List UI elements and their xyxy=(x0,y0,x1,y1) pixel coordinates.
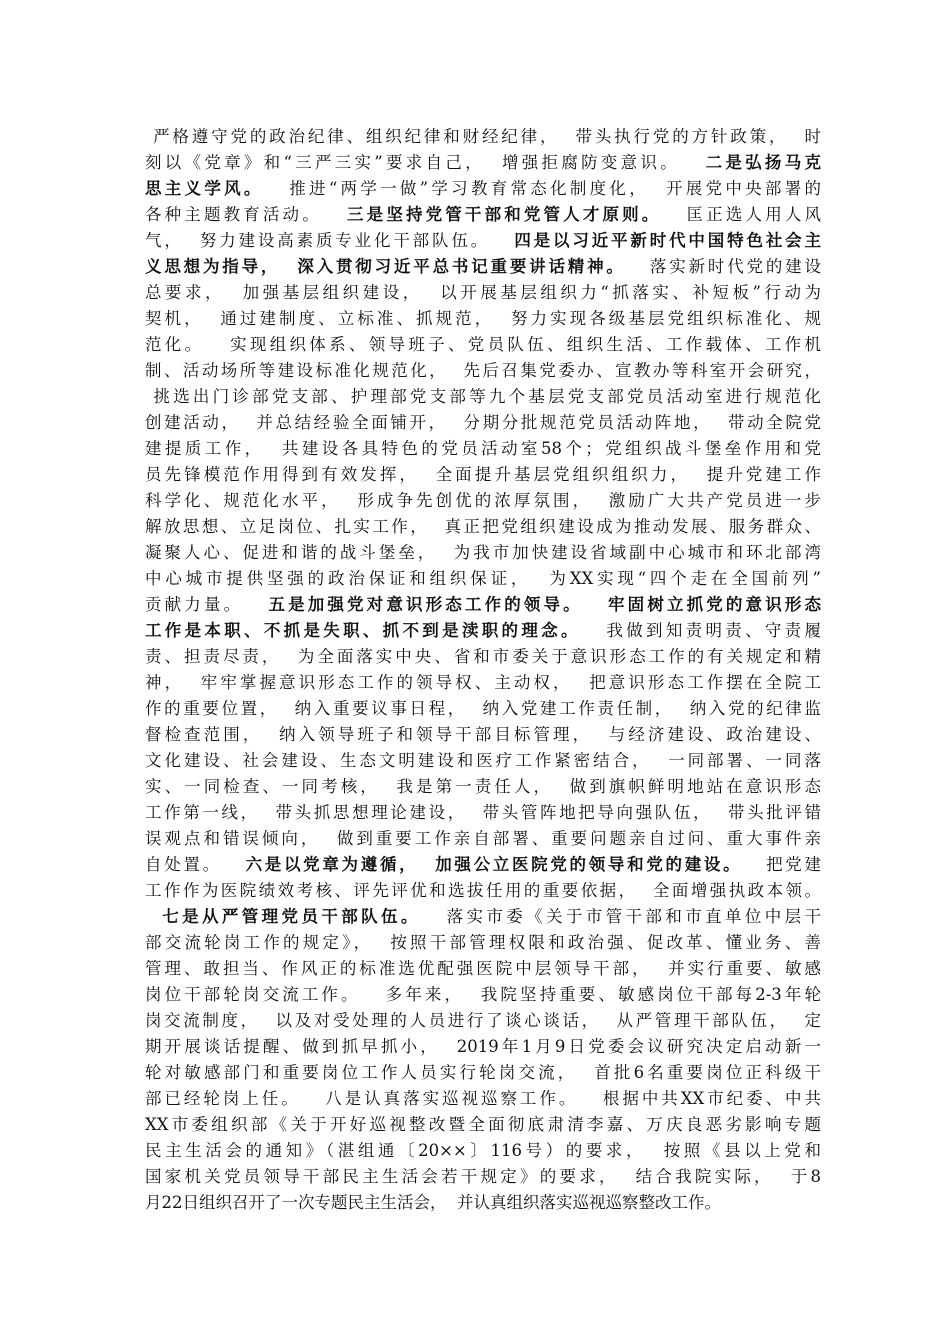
text-segment: 范化。 实现组织体系、领导班子、党员队伍、组织生活、工作载体、工作机 xyxy=(145,335,821,354)
bold-text: 牢固树立抓党的意识形态 xyxy=(608,595,821,614)
text-segment: 制、活动场所等建设标准化规范化， 先后召集党委办、宣教办等科室开会研究， xyxy=(145,361,821,380)
text-line xyxy=(145,228,821,254)
text-segment xyxy=(583,595,608,614)
text-segment: 工作作为医院绩效考核、评先评优和选拔任用的重要依据， 全面增强执政本领。 xyxy=(145,881,821,900)
text-segment: 各种主题教育活动。 xyxy=(145,205,348,224)
text-segment: 落实新时代党的建设 xyxy=(625,257,821,276)
text-segment: 误观点和错误倾向， 做到重要工作亲自部署、重要问题亲自过问、重大事件亲 xyxy=(145,829,821,848)
text-line xyxy=(145,852,821,878)
text-line xyxy=(145,540,821,566)
text-line xyxy=(145,618,821,644)
bold-text: 五是加强党对意识形态工作的领导。 xyxy=(268,595,583,614)
text-segment: 建提质工作， 共建设各具特色的党员活动室58个；党组织战斗堡垒作用和党 xyxy=(145,439,821,458)
text-segment: 总要求， 加强基层组织建设， 以开展基层组织力“抓落实、补短板”行动为 xyxy=(145,283,821,302)
text-line xyxy=(145,826,821,852)
text-segment: 挑选出门诊部党支部、护理部党支部等九个基层党支部党员活动室进行规范化 xyxy=(145,387,821,406)
bold-text: 七是从严管理党员干部队伍。 xyxy=(162,907,421,926)
text-line xyxy=(145,982,821,1008)
text-line xyxy=(145,462,821,488)
text-line xyxy=(145,514,821,540)
text-segment: XX市委组织部《关于开好巡视整改暨全面彻底肃清李嘉、万庆良恶劣影响专题 xyxy=(145,1115,821,1134)
text-line xyxy=(145,124,821,150)
text-segment: 中心城市提供坚强的政治保证和组织保证， 为XX实现“四个走在全国前列” xyxy=(145,569,821,588)
text-line xyxy=(145,254,821,280)
text-segment: 文化建设、社会建设、生态文明建设和医疗工作紧密结合， 一同部署、一同落 xyxy=(145,751,821,770)
text-line xyxy=(145,1034,821,1060)
text-line xyxy=(145,722,821,748)
text-segment: 我做到知责明责、守责履 xyxy=(580,621,821,640)
text-line xyxy=(145,1008,821,1034)
bold-text: 思主义学风。 xyxy=(145,179,264,198)
text-segment: 作的重要位置， 纳入重要议事日程， 纳入党建工作责任制， 纳入党的纪律监 xyxy=(145,699,821,718)
text-line xyxy=(145,1112,821,1138)
text-line xyxy=(145,930,821,956)
text-segment: 匡正选人用人风 xyxy=(661,205,821,224)
text-segment: 严格遵守党的政治纪律、组织纪律和财经纪律， 带头执行党的方针政策， 时 xyxy=(145,127,821,146)
text-segment: 解放思想、立足岗位、扎实工作， 真正把党组织建设成为推动发展、服务群众、 xyxy=(145,517,821,536)
text-segment: 神， 牢牢掌握意识形态工作的领导权、主动权， 把意识形态工作摆在全院工 xyxy=(145,673,821,692)
text-segment: 督检查范围， 纳入领导班子和领导干部目标管理， 与经济建设、政治建设、 xyxy=(145,725,821,744)
text-line xyxy=(145,488,821,514)
text-line xyxy=(145,1190,821,1216)
text-line xyxy=(145,176,821,202)
text-segment: 推进“两学一做”学习教育常态化制度化， 开展党中央部署的 xyxy=(263,179,821,198)
text-line xyxy=(145,878,821,904)
text-line xyxy=(145,358,821,384)
text-line xyxy=(145,696,821,722)
text-segment: 落实市委《关于市管干部和市直单位中层干 xyxy=(420,907,821,926)
text-line xyxy=(145,566,821,592)
bold-text: 四是以习近平新时代中国特色社会主 xyxy=(514,231,821,250)
text-segment: 实、一同检查、一同考核， 我是第一责任人， 做到旗帜鲜明地站在意识形态 xyxy=(145,777,821,796)
text-line xyxy=(145,748,821,774)
text-line xyxy=(145,410,821,436)
text-segment: 自处置。 xyxy=(145,855,246,874)
bold-text: 工作是本职、不抓是失职、抓不到是渎职的理念。 xyxy=(145,621,581,640)
text-line xyxy=(145,1164,821,1190)
text-segment: 创建活动， 并总结经验全面铺开， 分期分批规范党员活动阵地， 带动全院党 xyxy=(145,413,821,432)
text-line xyxy=(145,1086,821,1112)
text-segment: 把党建 xyxy=(742,855,821,874)
text-line xyxy=(145,1138,821,1164)
text-line xyxy=(145,332,821,358)
text-segment: 民主生活会的通知》（湛组通〔20××〕116号）的要求， 按照《县以上党和 xyxy=(145,1141,821,1160)
text-segment: 轮对敏感部门和重要岗位工作人员实行轮岗交流， 首批6名重要岗位正科级干 xyxy=(145,1063,821,1082)
text-line xyxy=(145,306,821,332)
text-line xyxy=(145,800,821,826)
text-segment: 部交流轮岗工作的规定》， 按照干部管理权限和政治强、促改革、懂业务、善 xyxy=(145,933,821,952)
text-line xyxy=(145,384,821,410)
text-segment: 部已经轮岗上任。 八是认真落实巡视巡察工作。 根据中共XX市纪委、中共 xyxy=(145,1089,821,1108)
text-line xyxy=(145,280,821,306)
text-segment: 气， 努力建设高素质专业化干部队伍。 xyxy=(145,231,515,250)
text-segment: 管理、敢担当、作风正的标准选优配强医院中层领导干部， 并实行重要、敏感 xyxy=(145,959,821,978)
text-line xyxy=(145,956,821,982)
text-line xyxy=(145,670,821,696)
bold-text: 义思想为指导， 深入贯彻习近平总书记重要讲话精神。 xyxy=(145,257,626,276)
text-line xyxy=(145,202,821,228)
text-segment: 凝聚人心、促进和谐的战斗堡垒， 为我市加快建设省域副中心城市和环北部湾 xyxy=(145,543,821,562)
bold-text: 二是弘扬马克 xyxy=(705,153,821,172)
text-segment: 月22日组织召开了一次专题民主生活会， 并认真组织落实巡视巡察整改工作。 xyxy=(145,1193,721,1212)
text-segment: 国家机关党员领导干部民主生活会若干规定》的要求， 结合我院实际， 于8 xyxy=(145,1167,821,1186)
text-segment: 责、担责尽责， 为全面落实中央、省和市委关于意识形态工作的有关规定和精 xyxy=(145,647,821,666)
text-line xyxy=(145,644,821,670)
body-text xyxy=(145,124,821,1216)
text-segment: 岗交流制度， 以及对受处理的人员进行了谈心谈话， 从严管理干部队伍， 定 xyxy=(145,1011,821,1030)
text-line xyxy=(145,904,821,930)
text-segment: 刻以《党章》和“三严三实”要求自己， 增强拒腐防变意识。 xyxy=(145,153,706,172)
text-line xyxy=(145,592,821,618)
text-line xyxy=(145,1060,821,1086)
text-segment: 贡献力量。 xyxy=(145,595,269,614)
bold-text: 三是坚持党管干部和党管人才原则。 xyxy=(347,205,662,224)
bold-text: 六是以党章为遵循， 加强公立医院党的领导和党的建设。 xyxy=(245,855,743,874)
text-segment: 岗位干部轮岗交流工作。 多年来， 我院坚持重要、敏感岗位干部每2-3年轮 xyxy=(145,985,821,1004)
text-line xyxy=(145,150,821,176)
text-segment: 期开展谈话提醒、做到抓早抓小， 2019年1月9日党委会议研究决定启动新一 xyxy=(145,1037,821,1056)
text-segment: 工作第一线， 带头抓思想理论建设， 带头管阵地把导向强队伍， 带头批评错 xyxy=(145,803,821,822)
text-segment xyxy=(145,907,162,926)
text-segment: 员先锋模范作用得到有效发挥， 全面提升基层党组织组织力， 提升党建工作 xyxy=(145,465,821,484)
text-line xyxy=(145,774,821,800)
text-segment: 科学化、规范化水平， 形成争先创优的浓厚氛围， 激励广大共产党员进一步 xyxy=(145,491,821,510)
text-line xyxy=(145,436,821,462)
text-segment: 契机， 通过建制度、立标准、抓规范， 努力实现各级基层党组织标准化、规 xyxy=(145,309,821,328)
